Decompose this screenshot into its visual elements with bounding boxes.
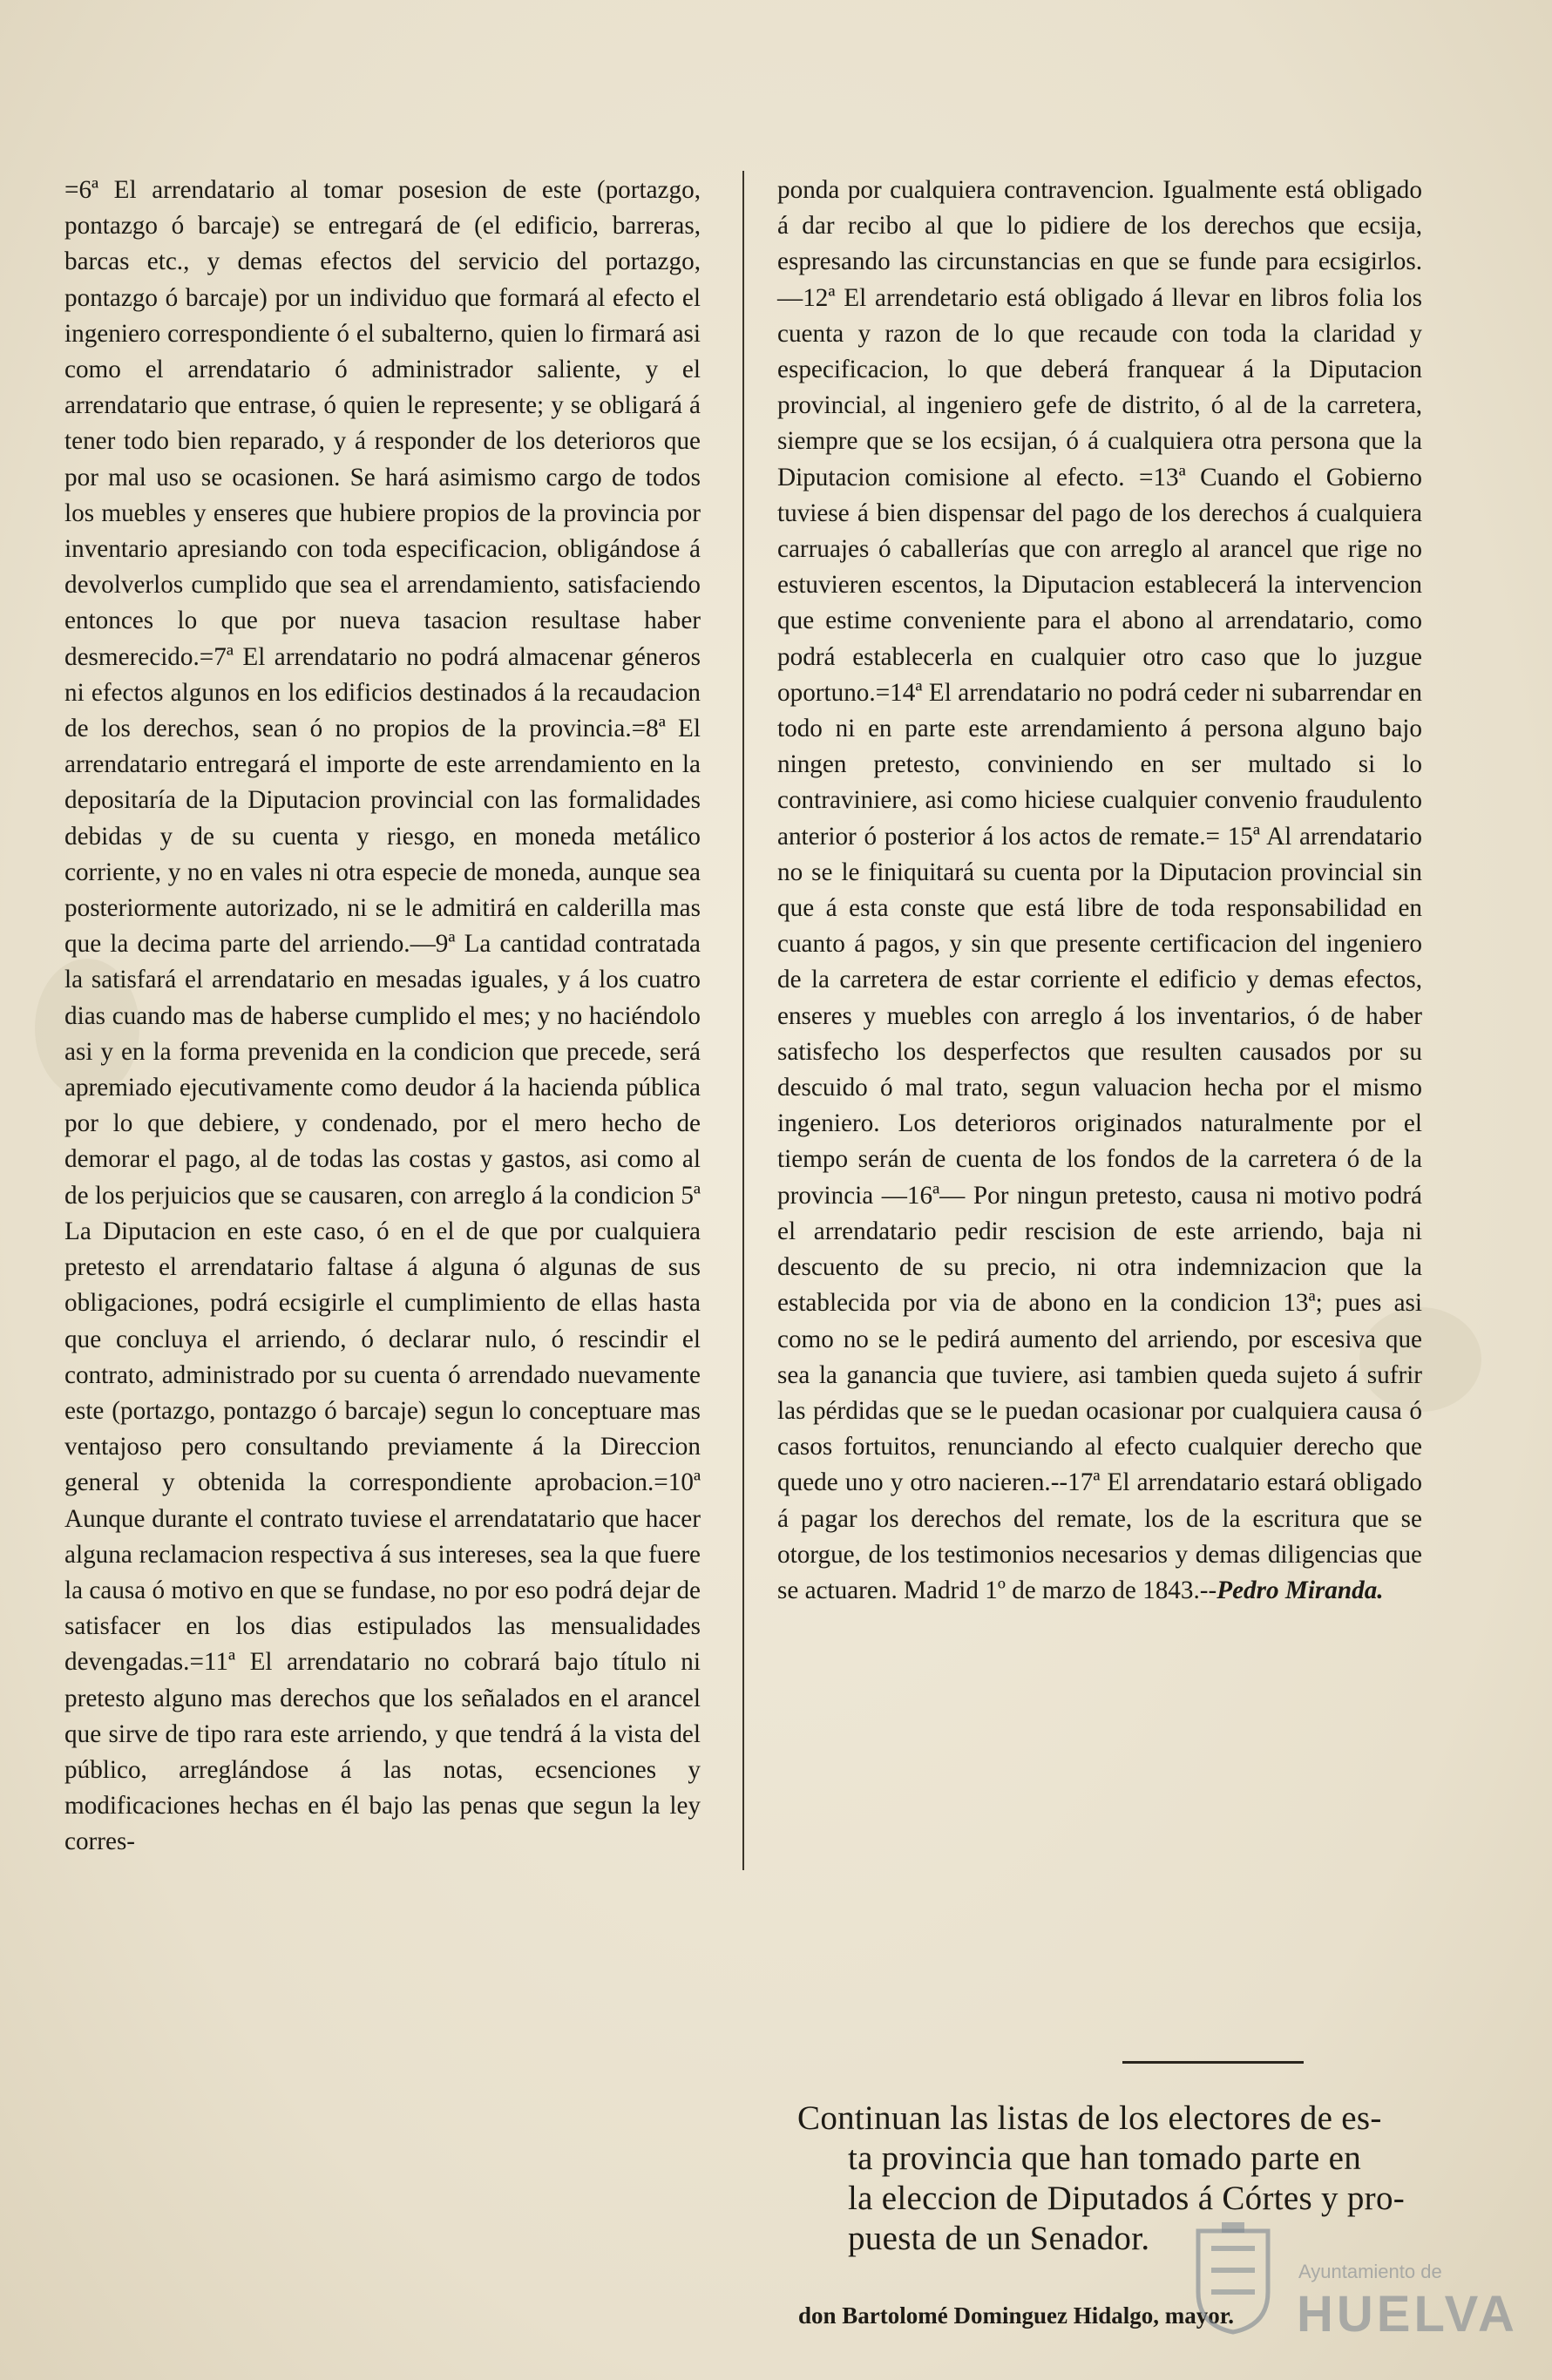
column-divider — [742, 171, 744, 1870]
heading-line-2: ta provincia que han tomado parte en — [848, 2139, 1362, 2177]
watermark-line-2: HUELVA — [1297, 2286, 1518, 2343]
heading-line-4: puesta de un Senador. — [848, 2220, 1150, 2257]
signature: Pedro Miranda. — [1217, 1576, 1384, 1604]
watermark-line-1: Ayuntamiento de — [1298, 2261, 1442, 2282]
right-column-body: ponda por cualquiera contravencion. Igualmente está obligado á dar recibo al que lo pidiere de los derechos que ecsija, espresando las circunstancias en que se funde para ecsigirlos.—12ª El arrendetario está obligado á llevar en libros folia los cuenta y razon de lo que recaude con toda la claridad y especificacion, lo que deberá franquear á la Diputacion provincial, al ingeniero gefe de distrito, ó al de la carretera, siempre que se los ecsijan, ó á cualquiera otra persona que la Diputacion comisione al efecto. =13ª Cuando el Gobierno tuviese á bien dispensar del pago de los derechos á cualquiera carruajes ó caballerías que con arreglo al arancel que rige no estuvieren escentos, la Diputacion establecerá la intervencion que estime conveniente para el abono al arrendatario, como podrá establecerla en cualquier otro caso que lo juzgue oportuno.=14ª El arrendatario no podrá ceder ni subarrendar en todo ni en parte este arrendamiento á persona alguno bajo ningen pretesto, conviniendo en ser multado si lo contraviniere, asi como hiciese cualquier convenio fraudulento anterior ó posterior á los actos de remate.= 15ª Al arrendatario no se le finiquitará su cuenta por la Diputacion provincial sin que á esta conste que está libre de toda responsabilidad en cuanto á pagos, y sin que presente certificacion del ingeniero de la carretera de estar corriente el edificio y demas efectos, enseres y muebles con arreglo á los inventarios, ó de haber satisfecho los desperfectos que resulten causados por su descuido ó mal trato, segun valuacion hecha por el mismo ingeniero. Los deterioros originados naturalmente por el tiempo serán de cuenta de los fondos de la carretera ó de la provincia —16ª— Por ningun pretesto, causa ni motivo podrá el arrendatario pedir rescision de este arriendo, baja ni descuento de su precio, ni otra indemnizacion que la establecida por via de abono en la condicion 13ª; pues asi como no se le pedirá aumento del arriendo, por escesiva que sea la ganancia que tuviere, asi tambien queda sujeto á sufrir las pérdidas que se le puedan ocasionar por cualquiera causa ó casos fortuitos, renunciando al efecto cualquier derecho que quede uno y otro nacieren.--17ª El arrendatario estará obligado á pagar los derechos del remate, los de la escritura que se otorgue, de los testimonios necesarios y demas diligencias que se actuaren. Madrid 1º de marzo de 1843.-- — [777, 176, 1422, 1604]
right-column — [777, 173, 1422, 1609]
left-column-text: =6ª El arrendatario al tomar posesion de este (portazgo, pontazgo ó barcaje) se entregará de (el edificio, barreras, barcas etc., y demas efectos del servicio del portazgo, pontazgo ó barcaje) por un individuo que formará al efecto el ingeniero correspondiente ó el subalterno, quien lo firmará asi como el arrendatario ó administrador saliente, y el arrendatario que entrase, ó quien le represente; y se obligará á tener todo bien reparado, y á responder de los deterioros que por mal uso se ocasionen. Se hará asimismo cargo de todos los muebles y enseres que hubiere propios de la provincia por inventario apresiando con toda especificacion, obligándose á devolverlos cumplido que sea el arrendamiento, satisfaciendo entonces lo que por nueva tasacion resultase haber desmerecido.=7ª El arrendatario no podrá almacenar géneros ni efectos algunos en los edificios destinados á la recaudacion de los derechos, sean ó no propios de la provincia.=8ª El arrendatario entregará el importe de este arrendamiento en la depositaría de la Diputacion provincial con las formalidades debidas y de su cuenta y riesgo, en moneda metálico corriente, y no en vales ni otra especie de moneda, aunque sea posteriormente autorizado, ni se le admitirá en calderilla mas que la decima parte del arriendo.—9ª La cantidad contratada la satisfará el arrendatario en mesadas iguales, y á los cuatro dias cuando mas de haberse cumplido el mes; y no haciéndolo asi y en la forma prevenida en la condicion que precede, será apremiado ejecutivamente como deudor á la hacienda pública por lo que debiere, y condenado, por el mero hecho de demorar el pago, al de todas las costas y gastos, asi como al de los perjuicios que se causaren, con arreglo á la condicion 5ª La Diputacion en este caso, ó en el de que por cualquiera pretesto el arrendatario faltase á alguna ó algunas de sus obligaciones, podrá ecsigirle el cumplimiento de ellas hasta que concluya el arriendo, ó declarar nulo, ó rescindir el contrato, administrado por su cuenta ó arrendado nuevamente este (portazgo, pontazgo ó barcaje) segun lo conceptuare mas ventajoso pero consultando previamente á la Direccion general y obtenida la correspondiente aprobacion.=10ª Aunque durante el contrato tuviese el arrendatatario que hacer alguna reclamacion respectiva á sus intereses, sea la que fuere la causa ó motivo en que se fundase, no por eso podrá dejar de satisfacer en los dias estipulados las mensualidades devengadas.=11ª El arrendatario no cobrará bajo título ni pretesto alguno mas derechos que los señalados en el arancel que sirve de tipo rara este arriendo, y que tendrá á la vista del público, arreglándose á las notas, ecsenciones y modificaciones hechas en él bajo las penas que segun la ley corres- — [64, 176, 701, 1856]
right-column-text — [777, 173, 1422, 1609]
heading-line-1: Continuan las listas de los electores de es- — [797, 2099, 1382, 2137]
elector-entry: don Bartolomé Dominguez Hidalgo, mayor. — [798, 2302, 1235, 2329]
heading-line-3: la eleccion de Diputados á Córtes y pro- — [848, 2180, 1406, 2217]
section-rule — [1122, 2061, 1304, 2064]
huelva-shield-icon — [1194, 2222, 1272, 2336]
left-column — [64, 173, 701, 1861]
watermark — [1194, 2205, 1518, 2370]
